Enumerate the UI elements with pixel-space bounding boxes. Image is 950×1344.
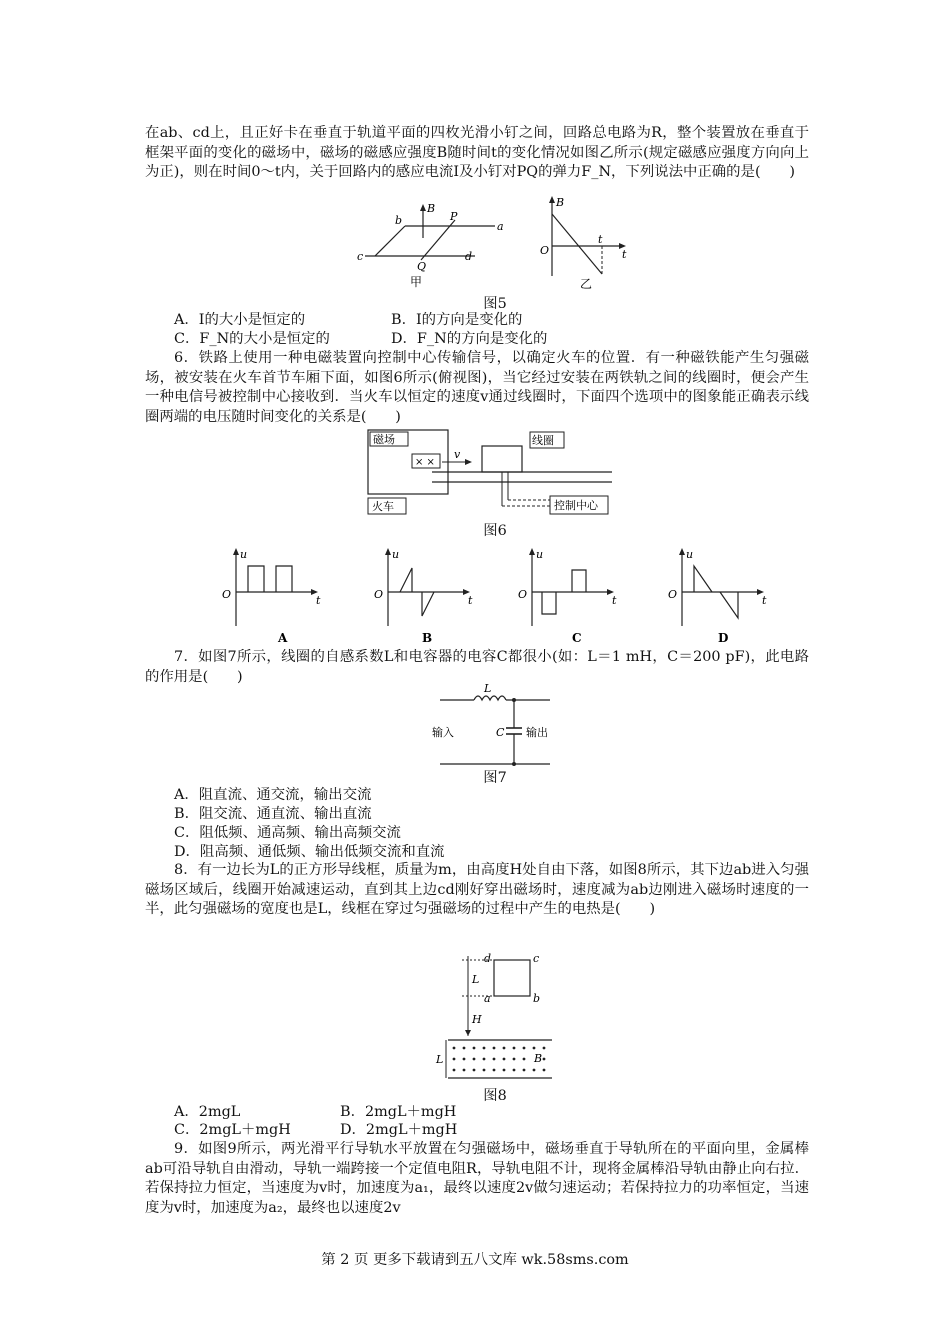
figure-5-jia	[355, 198, 505, 290]
yi-label-t2: t	[622, 248, 627, 261]
jia-label-B: B	[427, 202, 436, 215]
figure-7	[430, 684, 560, 768]
magnet-marks: × ×	[415, 457, 435, 468]
yi-label-t1: t	[598, 233, 603, 246]
q8-option-c: C．2mgL＋mgH	[174, 1122, 291, 1138]
jia-label-Q: Q	[417, 260, 427, 273]
graph-a-O: O	[222, 588, 232, 601]
q8-stem: 8．有一边长为L的正方形导线框，质量为m，由高度H处自由下落，如图8所示，其下边ab进入匀强磁场区域后，线圈开始减速运动，直到其上边cd刚好穿出磁场时，速度减为ab边刚进入磁场时速度的一半，此匀强磁场的宽度也是L，线框在穿过匀强磁场的过程中产生的电热是( )	[145, 862, 809, 917]
fig7-output: 输出	[526, 726, 548, 739]
graph-c-t: t	[612, 594, 617, 607]
graph-a	[218, 546, 328, 646]
q5-option-d: D．F_N的方向是变化的	[391, 331, 548, 347]
graph-b-u: u	[392, 548, 400, 561]
figure-7-caption: 图7	[483, 770, 507, 786]
fig7-C: C	[496, 726, 505, 739]
graph-d-O: O	[668, 588, 678, 601]
field-label: 磁场	[373, 433, 395, 446]
jia-label-d: d	[465, 250, 473, 263]
graph-d-letter: D	[718, 631, 729, 645]
q5-option-b: B．I的方向是变化的	[391, 312, 523, 328]
jia-label-a: a	[497, 220, 504, 233]
fig7-input: 输入	[432, 726, 454, 739]
graph-c-letter: C	[572, 631, 582, 645]
graph-b-letter: B	[422, 631, 433, 645]
fig8-a: a	[484, 992, 491, 1005]
graph-d-t: t	[762, 594, 767, 607]
q5-option-a: A．I的大小是恒定的	[174, 312, 306, 328]
figure-6-caption: 图6	[483, 523, 507, 539]
q5-stem: 在ab、cd上，且正好卡在垂直于轨道平面的四枚光滑小钉之间，回路总电路为R，整个装置放在垂直于框架平面的变化的磁场中，磁场的磁感应强度B随时间t的变化情况如图乙所示(规定磁感应强度方向向上为正)，则在时间0～t内，关于回路内的感应电流I及小钉对PQ的弹力F_N，下列说法中正确的是( )	[145, 125, 809, 180]
yi-label-O: O	[540, 244, 550, 257]
yi-label-B: B	[556, 196, 565, 209]
center-label: 控制中心	[554, 499, 598, 512]
page-footer: 第 2 页 更多下载请到五八文库 wk.58sms.com	[321, 1252, 629, 1268]
yi-name: 乙	[580, 277, 593, 290]
fig8-B: B	[534, 1052, 543, 1065]
q6-stem: 6．铁路上使用一种电磁装置向控制中心传输信号，以确定火车的位置．有一种磁铁能产生匀强磁场，被安装在火车首节车厢下面，如图6所示(俯视图)，当它经过安装在两铁轨之间的线圈时，便会产生一种电信号被控制中心接收到．当火车以恒定的速度v通过线圈时，下面四个选项中的图象能正确表示线圈两端的电压随时间变化的关系是( )	[145, 350, 809, 425]
fig8-H: H	[472, 1013, 482, 1026]
graph-c-O: O	[518, 588, 528, 601]
q7-option-d: D．阻高频、通低频、输出低频交流和直流	[174, 844, 445, 860]
figure-8-caption: 图8	[483, 1088, 507, 1104]
graph-a-u: u	[240, 548, 248, 561]
jia-name: 甲	[410, 275, 423, 289]
graph-d-u: u	[686, 548, 694, 561]
q7-option-c: C．阻低频、通高频、输出高频交流	[174, 825, 401, 841]
train-label: 火车	[372, 500, 394, 513]
graph-c-u: u	[536, 548, 544, 561]
q9-stem: 9．如图9所示，两光滑平行导轨水平放置在匀强磁场中，磁场垂直于导轨所在的平面向里，金属棒ab可沿导轨自由滑动，导轨一端跨接一个定值电阻R，导轨电阻不计，现将金属棒沿导轨由静止向右拉．若保持拉力恒定，当速度为v时，加速度为a₁，最终以速度2v做匀速运动；若保持拉力的功率恒定，当速度为v时，加速度为a₂，最终也以速度2v	[145, 1141, 809, 1216]
figure-8	[432, 948, 558, 1084]
velocity-label: v	[454, 448, 461, 461]
q8-option-d: D．2mgL＋mgH	[340, 1122, 458, 1138]
figure-5-caption: 图5	[483, 296, 507, 312]
fig7-L: L	[484, 684, 492, 695]
graph-c	[514, 546, 624, 646]
fig8-d: d	[484, 952, 492, 965]
fig8-L2: L	[436, 1053, 444, 1066]
fig8-L1: L	[472, 973, 480, 986]
jia-label-P: P	[450, 210, 458, 223]
graph-a-letter: A	[278, 631, 288, 645]
q7-option-a: A．阻直流、通交流，输出交流	[174, 787, 372, 803]
graph-b-O: O	[374, 588, 384, 601]
graph-b-t: t	[468, 594, 473, 607]
q5-option-c: C．F_N的大小是恒定的	[174, 331, 330, 347]
graph-d	[664, 546, 774, 646]
graph-b	[370, 546, 480, 646]
jia-label-b: b	[395, 214, 403, 227]
q8-option-b: B．2mgL＋mgH	[340, 1104, 457, 1120]
figure-5-yi	[536, 194, 636, 290]
coil-label: 线圈	[532, 434, 554, 447]
jia-label-c: c	[357, 250, 364, 263]
fig8-b: b	[533, 992, 541, 1005]
q8-option-a: A．2mgL	[174, 1104, 241, 1120]
figure-6	[362, 426, 612, 518]
graph-a-t: t	[316, 594, 321, 607]
q7-option-b: B．阻交流、通直流、输出直流	[174, 806, 372, 822]
q7-stem: 7．如图7所示，线圈的自感系数L和电容器的电容C都很小(如：L＝1 mH，C＝200 pF)，此电路的作用是( )	[145, 649, 809, 685]
fig8-c: c	[533, 952, 540, 965]
